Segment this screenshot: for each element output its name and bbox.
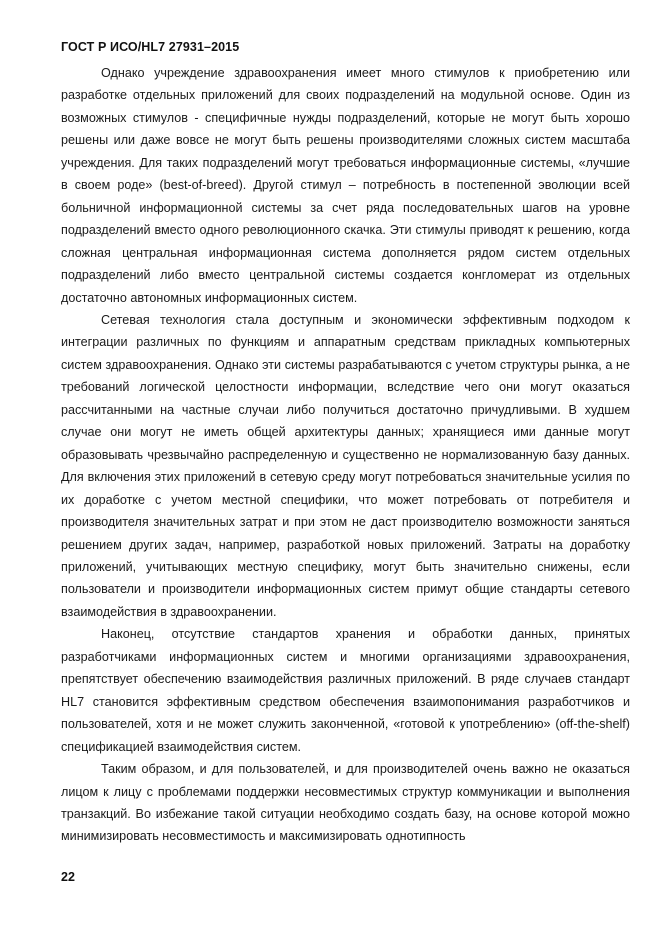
paragraph-network-technology: Сетевая технология стала доступным и экономически эффективным подходом к интеграции различных по функциям и аппаратным средствам прикладных компьютерных систем здравоохранения. Однако эти системы разрабатываются с учетом структуры рынка, а не требований логической целостности информации, вследствие чего они могут оказаться рассчитанными на частные случаи либо получиться достаточно причудливыми. В худшем случае они могут не иметь общей архитектуры данных; хранящиеся ими данные могут образовывать чрезвычайно распределенную и существенно не нормализованную базу данных. Для включения этих приложений в сетевую среду могут потребоваться значительные усилия по их доработке с учетом местной специфики, что может потребовать от потребителя и производителя значительных затрат и при этом не даст производителю возможности заняться решением других задач, например, разработкой новых приложений. Затраты на доработку приложений, учитывающих местную специфику, могут быть значительно снижены, если пользователи и производители информационных систем примут общие стандарты сетевого взаимодействия в здравоохранении. [61,312,630,619]
standard-code-header: ГОСТ Р ИСО/HL7 27931–2015 [61,40,240,54]
page-number: 22 [61,870,75,884]
paragraph-conclusion: Таким образом, и для пользователей, и для производителей очень важно не оказаться лицом к лицу с проблемами поддержки несовместимых структур коммуникации и выполнения транзакций. Во избежание такой ситуации необходимо создать базу, на основе которой можно минимизировать несовместимость и максимизировать однотипность [61,762,630,844]
paragraph-modular-applications: Однако учреждение здравоохранения имеет много стимулов к приобретению или разработке отдельных приложений для своих подразделений на модульной основе. Один из возможных стимулов - специфичные нужды подразделений, которые не могут быть хорошо решены или даже вовсе не могут быть решены производителями сложных систем масштаба учреждения. Для таких подразделений могут требоваться информационные системы, «лучшие в своем роде» (best-of-breed). Другой стимул – потребность в постепенной эволюции всей больничной информационной системы за счет ряда последовательных шагов на уровне подразделений вместо одного революционного скачка. Эти стимулы приводят к решению, когда сложная центральная информационная система дополняется рядом систем отдельных подразделений либо вместо центральной системы создается конгломерат из отдельных достаточно автономных информационных систем. [61,66,630,305]
document-body [61,62,630,848]
paragraph-lack-of-standards: Наконец, отсутствие стандартов хранения и обработки данных, принятых разработчиками информационных систем и многими организациями здравоохранения, препятствует обеспечению взаимодействия различных приложений. В ряде случаев стандарт HL7 становится эффективным средством обеспечения взаимопонимания разработчиков и пользователей, хотя и не может служить законченной, «готовой к употреблению» (off-the-shelf) спецификацией взаимодействия систем. [61,627,630,754]
